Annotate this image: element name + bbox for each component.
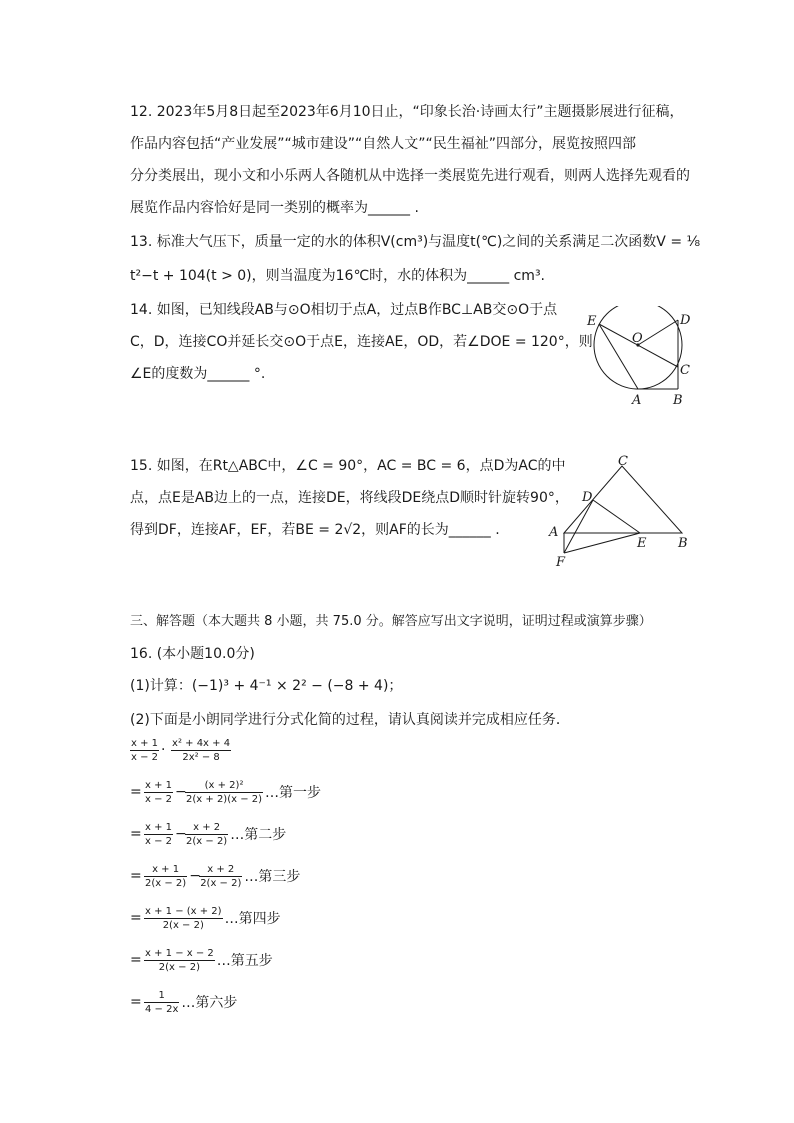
label-c: C — [618, 454, 628, 469]
equals-sign: = — [130, 868, 142, 884]
fraction-numerator: x + 1 — [152, 864, 180, 875]
q12-line-4: 展览作品内容恰好是同一类别的概率为______ . — [130, 200, 419, 216]
q15-line-3: 得到DF，连接AF，EF，若BE = 2√2，则AF的长为______ . — [130, 522, 500, 538]
label-f: F — [556, 555, 566, 570]
fraction-bar — [144, 960, 215, 961]
q12-line-2: 作品内容包括“产业发展”“城市建设”“自然人文”“民生福祉”四部分，展览按照四部 — [130, 136, 637, 152]
fraction-denominator: 2(x − 2) — [186, 836, 228, 847]
operator: − — [175, 784, 187, 800]
label-b: B — [673, 393, 683, 408]
segment-od — [638, 320, 678, 345]
operator: − — [189, 868, 201, 884]
fraction-numerator: 1 — [158, 990, 165, 1001]
segment-df — [564, 500, 593, 553]
fraction-numerator: (x + 2)² — [204, 780, 244, 791]
label-e: E — [587, 314, 597, 329]
q16-part-2: (2)下面是小朗同学进行分式化简的过程，请认真阅读并完成相应任务． — [130, 712, 570, 728]
q15-triangle-figure — [544, 454, 694, 570]
step-label: …第一步 — [265, 785, 322, 801]
q12-line-3: 分分类展出，现小文和小乐两人各随机从中选择一类展览先进行观看，则两人选择先观看的 — [130, 168, 690, 184]
q16-part-1: (1)计算：(−1)³ + 4⁻¹ × 2² − (−8 + 4)； — [130, 678, 403, 694]
label-a: A — [632, 393, 642, 408]
label-a: A — [549, 525, 559, 540]
label-d: D — [582, 490, 593, 505]
q16-title: 16. (本小题10.0分) — [130, 646, 255, 662]
circle-o — [594, 306, 682, 389]
fraction-denominator: 4 − 2x — [145, 1004, 179, 1015]
q13-line-2: t²−t + 104(t > 0)，则当温度为16℃时，水的体积为______ cm³. — [130, 268, 546, 284]
equals-sign: = — [130, 994, 142, 1010]
step-label: …第五步 — [216, 953, 273, 969]
equals-sign: = — [130, 910, 142, 926]
fraction-denominator: x − 2 — [145, 836, 173, 847]
fraction-bar — [144, 834, 173, 835]
equals-sign: = — [130, 826, 142, 842]
operator: · — [161, 742, 166, 758]
fraction-numerator: x + 1 − x − 2 — [145, 948, 214, 959]
q14-circle-figure — [582, 306, 702, 410]
fraction-bar — [185, 834, 228, 835]
fraction-numerator: x + 1 − (x + 2) — [145, 906, 222, 917]
q12-line-1: 12. 2023年5月8日起至2023年6月10日止，“印象长治·诗画太行”主题摄影展进行征稿， — [130, 104, 684, 120]
step-label: …第三步 — [244, 869, 301, 885]
equals-sign: = — [130, 784, 142, 800]
fraction-bar — [171, 750, 231, 751]
fraction-numerator: x + 2 — [207, 864, 235, 875]
fraction-bar — [144, 918, 223, 919]
fraction-denominator: x − 2 — [145, 794, 173, 805]
operator: − — [175, 826, 187, 842]
fraction-bar — [185, 792, 263, 793]
equals-sign: = — [130, 952, 142, 968]
segment-de — [593, 500, 640, 533]
fraction-denominator: 2(x − 2) — [200, 878, 242, 889]
label-o: O — [632, 331, 643, 346]
fraction-denominator: 2(x − 2) — [145, 878, 187, 889]
q14-line-3: ∠E的度数为______ °. — [130, 366, 266, 382]
fraction-bar — [144, 876, 187, 877]
fraction-denominator: 2(x + 2)(x − 2) — [186, 794, 263, 805]
q15-line-1: 15. 如图，在Rt△ABC中，∠C = 90°，AC = BC = 6，点D为AC的中 — [130, 458, 566, 474]
step-label: …第二步 — [230, 827, 287, 843]
segment-ef — [564, 533, 640, 553]
fraction-numerator: x + 1 — [131, 738, 159, 749]
label-c: C — [680, 363, 690, 378]
fraction-numerator: x + 2 — [193, 822, 221, 833]
step-label: …第四步 — [224, 911, 281, 927]
fraction-numerator: x + 1 — [145, 822, 173, 833]
fraction-denominator: 2(x − 2) — [158, 962, 200, 973]
fraction-denominator: x − 2 — [131, 752, 159, 763]
label-e: E — [637, 536, 647, 551]
fraction-bar — [130, 750, 159, 751]
fraction-numerator: x + 1 — [145, 780, 173, 791]
step-label: …第六步 — [181, 995, 238, 1011]
q13-line-1: 13. 标准大气压下，质量一定的水的体积V(cm³)与温度t(℃)之间的关系满足二次函数V = ⅛ — [130, 234, 701, 250]
section-3-heading: 三、解答题（本大题共 8 小题，共 75.0 分。解答应写出文字说明，证明过程或演算步骤） — [130, 614, 652, 629]
label-d: D — [680, 313, 691, 328]
fraction-bar — [144, 1002, 179, 1003]
fraction-numerator: x² + 4x + 4 — [172, 738, 231, 749]
fraction-bar — [144, 792, 173, 793]
q15-line-2: 点，点E是AB边上的一点，连接DE，将线段DE绕点D顺时针旋转90°， — [130, 490, 569, 506]
fraction-denominator: 2x² − 8 — [182, 752, 220, 763]
q14-line-2: C，D，连接CO并延长交⊙O于点E，连接AE，OD，若∠DOE = 120°，则 — [130, 334, 593, 350]
q14-line-1: 14. 如图，已知线段AB与⊙O相切于点A，过点B作BC⊥AB交⊙O于点 — [130, 302, 558, 318]
fraction-denominator: 2(x − 2) — [162, 920, 204, 931]
fraction-bar — [199, 876, 242, 877]
label-b: B — [678, 536, 688, 551]
